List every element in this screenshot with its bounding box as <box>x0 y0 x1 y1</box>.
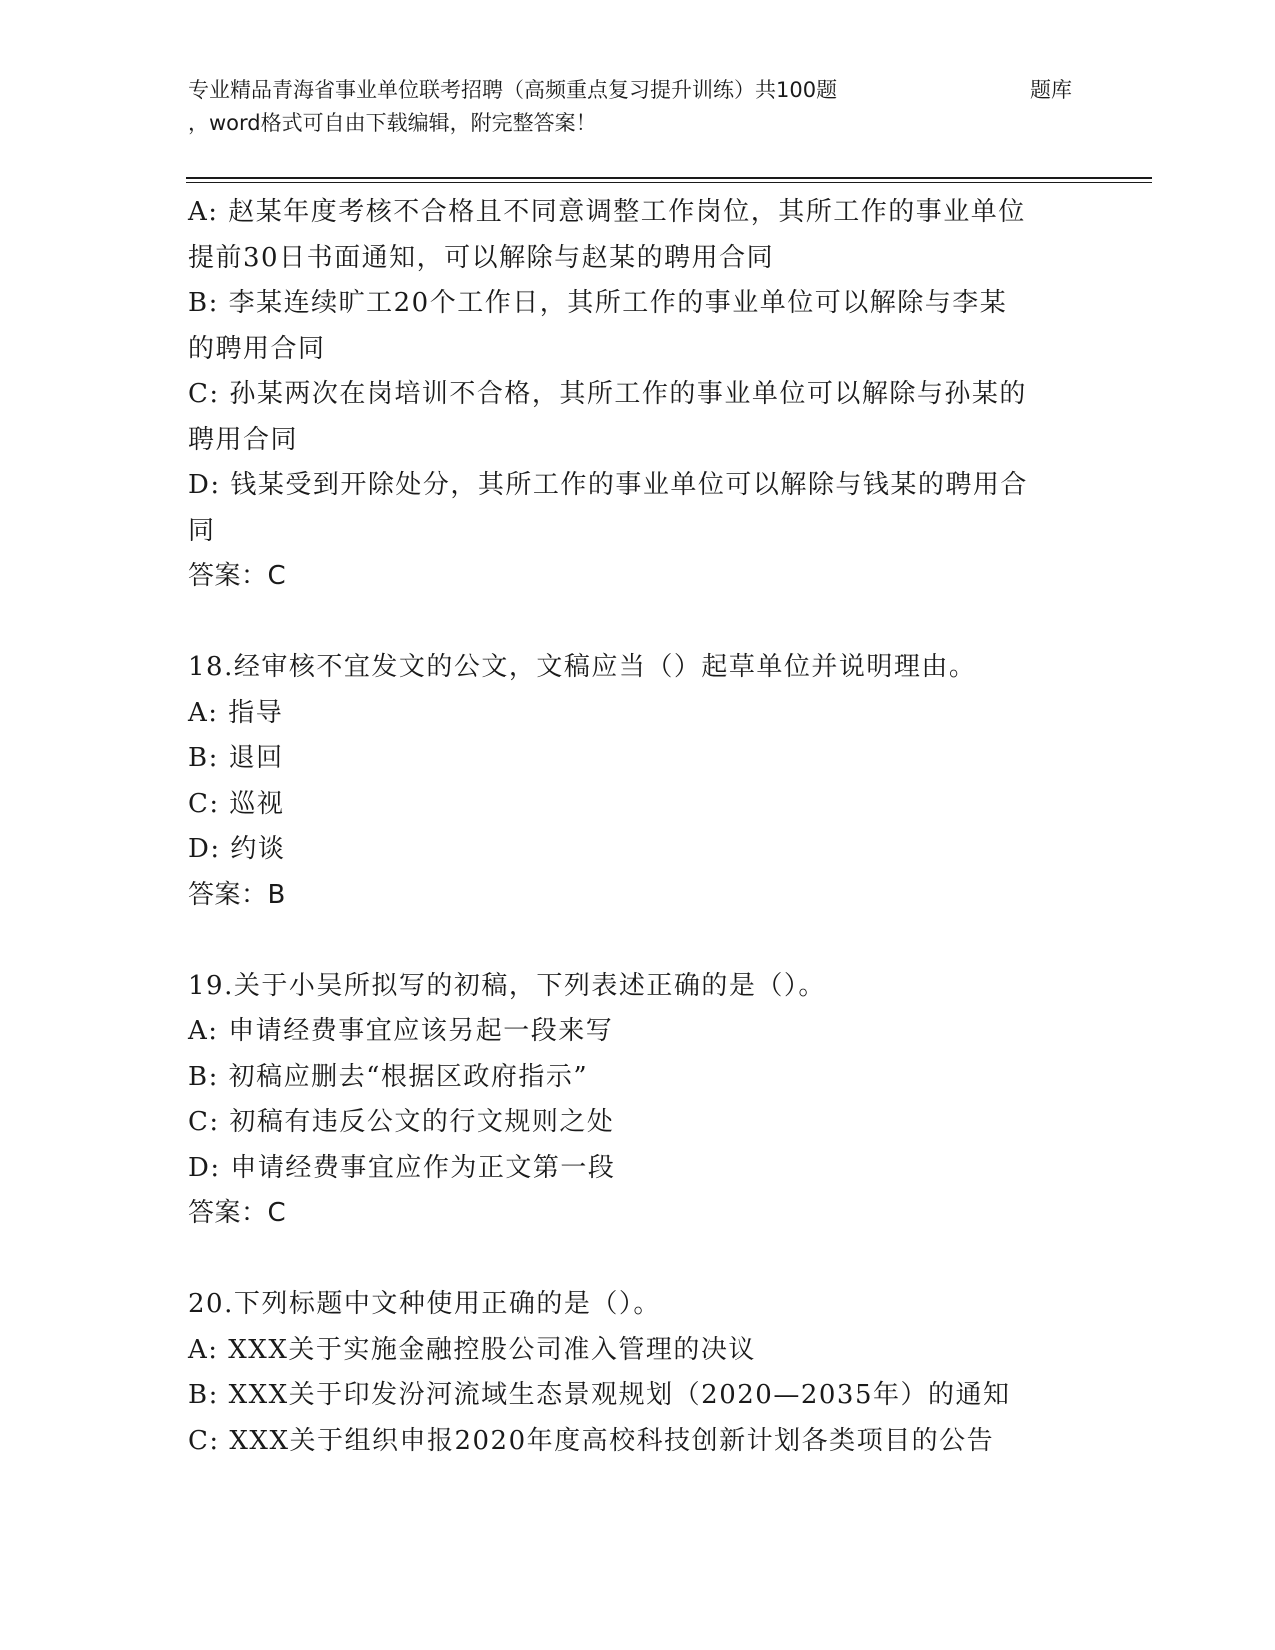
option-line: A: 指导 <box>188 697 284 728</box>
answer-line: 答案：C <box>188 1198 287 1228</box>
answer-line: 答案：B <box>188 879 286 910</box>
header-right-label: 题库 <box>1030 78 1072 102</box>
question-stem: 20.下列标题中文种使用正确的是（）。 <box>188 1289 661 1319</box>
option-line: D: 申请经费事宜应作为正文第一段 <box>188 1152 616 1183</box>
option-line: 聘用合同 <box>188 424 299 455</box>
option-line: 的聘用合同 <box>188 333 326 364</box>
header-title-row <box>188 74 1088 107</box>
option-line: D: 钱某受到开除处分，其所工作的事业单位可以解除与钱某的聘用合 <box>188 470 1028 500</box>
blank-line <box>188 918 1078 964</box>
document-body <box>188 190 1078 1464</box>
option-line: C: 孙某两次在岗培训不合格，其所工作的事业单位可以解除与孙某的 <box>188 379 1027 409</box>
option-line: C: XXX关于组织申报2020年度高校科技创新计划各类项目的公告 <box>188 1425 995 1456</box>
question-stem: 19.关于小吴所拟写的初稿，下列表述正确的是（）。 <box>188 970 826 1001</box>
header-divider-thick <box>186 177 1152 179</box>
header-subtitle: ，word格式可自由下载编辑，附完整答案！ <box>188 111 597 135</box>
header-divider-thin <box>186 182 1152 183</box>
page-header <box>188 74 1088 140</box>
option-line: 同 <box>188 515 216 546</box>
option-line: C: 巡视 <box>188 788 285 819</box>
option-line: D: 约谈 <box>188 834 286 864</box>
blank-line <box>188 1237 1078 1283</box>
question-stem: 18.经审核不宜发文的公文，文稿应当（）起草单位并说明理由。 <box>188 652 977 682</box>
option-line: B: 初稿应删去“根据区政府指示” <box>188 1061 589 1092</box>
option-line: B: 退回 <box>188 743 284 773</box>
option-line: A: 申请经费事宜应该另起一段来写 <box>188 1016 614 1046</box>
blank-line <box>188 600 1078 646</box>
option-line: A: XXX关于实施金融控股公司准入管理的决议 <box>188 1334 756 1365</box>
option-line: B: XXX关于印发汾河流域生态景观规划（2020—2035年）的通知 <box>188 1380 1011 1410</box>
option-line: C: 初稿有违反公文的行文规则之处 <box>188 1107 615 1137</box>
answer-line: 答案：C <box>188 561 287 591</box>
option-line: B: 李某连续旷工20个工作日，其所工作的事业单位可以解除与李某 <box>188 288 1008 318</box>
header-title: 专业精品青海省事业单位联考招聘（高频重点复习提升训练）共100题 <box>188 78 838 102</box>
option-line: 提前30日书面通知，可以解除与赵某的聘用合同 <box>188 242 775 273</box>
option-line: A: 赵某年度考核不合格且不同意调整工作岗位，其所工作的事业单位 <box>188 197 1026 227</box>
